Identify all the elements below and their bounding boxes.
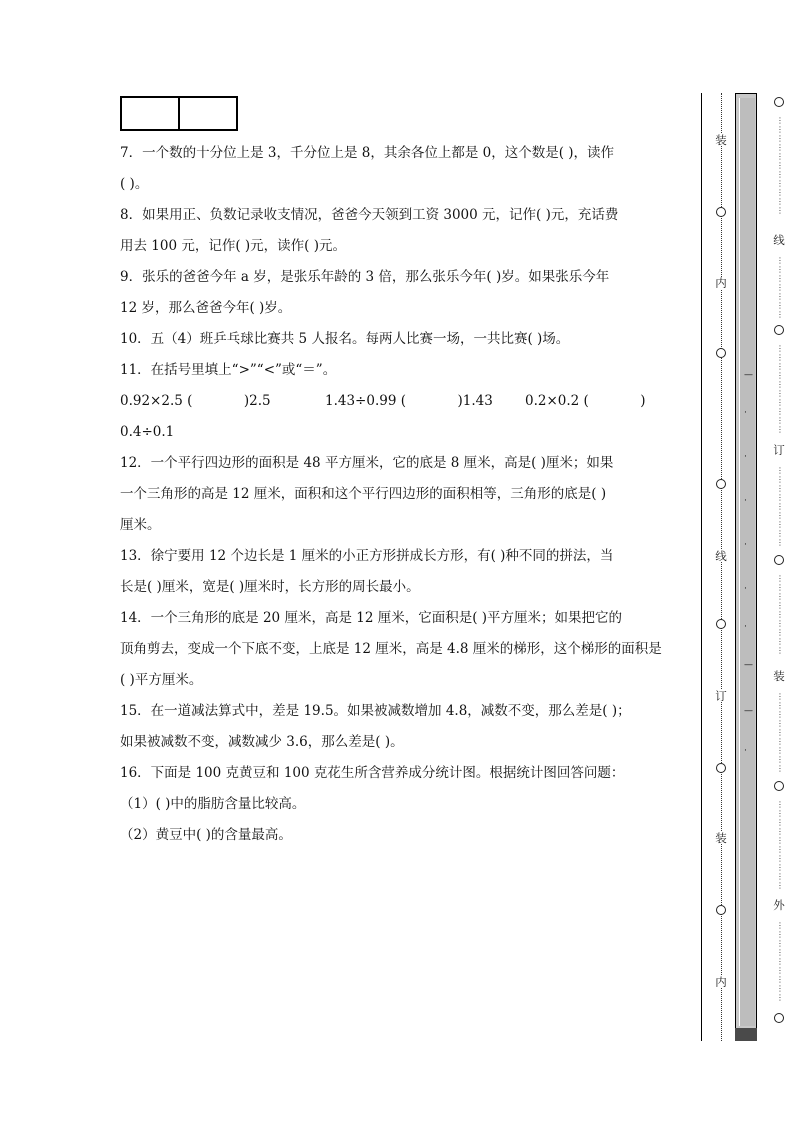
score-value-cell[interactable] (180, 98, 236, 129)
question-list (120, 138, 675, 851)
binding-dotted-line (721, 93, 722, 1041)
question-9: 9．张乐的爸爸今年 a 岁，是张乐年龄的 3 倍，那么张乐今年( )岁。如果张乐今年 12 岁，那么爸爸今年( )岁。 (120, 269, 610, 316)
binding-bar-foot (735, 1028, 757, 1041)
binding-outer-circle (774, 555, 784, 565)
binding-outer-dots: ⋮ ⋮ ⋮ ⋮ ⋮ ⋮ ⋮ ⋮ ⋮ (776, 466, 784, 547)
score-label-cell (122, 98, 180, 129)
binding-outer-label-wai: 外 (773, 898, 785, 912)
binding-outer-label-zhuang: 装 (773, 669, 785, 683)
binding-outer-circle (774, 97, 784, 107)
question-11-items (120, 386, 675, 417)
binding-solid-line (701, 93, 702, 1041)
question-12: 12．一个平行四边形的面积是 48 平方厘米，它的底是 8 厘米，高是( )厘米；如果 一个三角形的高是 12 厘米，面积和这个平行四边形的面积相等，三角形的底是( ) 厘米。 (120, 455, 614, 533)
binding-tick: · (744, 746, 747, 756)
binding-outer-label-ding: 订 (773, 443, 785, 457)
binding-circle (716, 619, 726, 629)
binding-tick: · (744, 496, 747, 506)
binding-label-nei-2: 内 (715, 975, 727, 989)
binding-tick: · (744, 584, 747, 594)
binding-outer-dots: ⋮ ⋮ ⋮ ⋮ ⋮ ⋮ ⋮ ⋮ ⋮ ⋮ (776, 344, 784, 434)
binding-outer-circle (774, 1013, 784, 1023)
binding-circle (716, 763, 726, 773)
binding-label-xian: 线 (715, 549, 727, 563)
binding-circle (716, 348, 726, 358)
question-16: 16．下面是 100 克黄豆和 100 克花生所含营养成分统计图。根据统计图回答问题： （1）( )中的脂肪含量比较高。 （2）黄豆中( )的含量最高。 (120, 765, 625, 843)
compare-item-4: 0.4÷0.1 (120, 424, 175, 440)
question-14: 14．一个三角形的底是 20 厘米，高是 12 厘米，它面积是( )平方厘米；如果把它的 顶角剪去，变成一个下底不变，上底是 12 厘米，高是 4.8 厘米的梯形，这个梯形的面积是 ( )平方厘米。 (120, 610, 662, 688)
question-7: 7．一个数的十分位上是 3，千分位上是 8，其余各位上都是 0，这个数是( )，读作 ( )。 (120, 145, 615, 192)
compare-item-3: 0.2×0.2 ( ) (525, 393, 646, 409)
binding-outer-circle (774, 781, 784, 791)
binding-tick: · (744, 452, 747, 462)
binding-outer-dots: ⋮ ⋮ ⋮ ⋮ ⋮ ⋮ ⋮ ⋮ ⋮ (776, 692, 784, 773)
binding-circle (716, 207, 726, 217)
binding-tick: — (744, 706, 753, 716)
compare-item-1: 0.92×2.5 ( )2.5 (120, 393, 271, 409)
binding-label-ding: 订 (715, 689, 727, 703)
question-13: 13．徐宁要用 12 个边长是 1 厘米的小正方形拼成长方形，有( )种不同的拼法，当 长是( )厘米，宽是( )厘米时，长方形的周长最小。 (120, 548, 614, 595)
binding-tick: · (744, 540, 747, 550)
question-10: 10．五（4）班乒乓球比赛共 5 人报名。每两人比赛一场，一共比赛( )场。 (120, 331, 570, 347)
binding-circle (716, 905, 726, 915)
binding-label-nei: 内 (715, 276, 727, 290)
binding-label-zhuang: 装 (715, 133, 727, 147)
question-8: 8．如果用正、负数记录收支情况，爸爸今天领到工资 3000 元，记作( )元，充话费 用去 100 元，记作( )元，读作( )元。 (120, 207, 619, 254)
binding-tick: · (744, 408, 747, 418)
binding-outer-circle (774, 325, 784, 335)
binding-tick: · (744, 622, 747, 632)
binding-label-zhuang-2: 装 (715, 831, 727, 845)
binding-tick: — (744, 660, 753, 670)
binding-circle (716, 479, 726, 489)
binding-outer-dots: ⋮ ⋮ ⋮ ⋮ ⋮ ⋮ ⋮ ⋮ ⋮ (776, 921, 784, 1002)
binding-outer-label-xian: 线 (773, 233, 785, 247)
binding-outer-dots: ⋮ ⋮ ⋮ ⋮ ⋮ ⋮ ⋮ ⋮ ⋮ (776, 574, 784, 655)
binding-outer-dots: ⋮ ⋮ ⋮ ⋮ ⋮ ⋮ ⋮ ⋮ ⋮ ⋮ ⋮ (776, 116, 784, 215)
question-11: 11．在括号里填上“>”“<”或“＝”。 (120, 362, 337, 378)
question-15: 15．在一道减法算式中，差是 19.5。如果被减数增加 4.8，减数不变，那么差是( )； 如果被减数不变，减数减少 3.6，那么差是( )。 (120, 703, 631, 750)
score-box (120, 96, 238, 131)
binding-outer-dots: ⋮ ⋮ ⋮ ⋮ ⋮ ⋮ ⋮ ⋮ ⋮ ⋮ (776, 800, 784, 890)
binding-bar-inner (739, 98, 755, 1026)
compare-item-2: 1.43÷0.99 ( )1.43 (325, 393, 493, 409)
binding-outer-dots: ⋮ ⋮ ⋮ ⋮ ⋮ ⋮ ⋮ (776, 256, 784, 319)
binding-tick: — (744, 370, 753, 380)
